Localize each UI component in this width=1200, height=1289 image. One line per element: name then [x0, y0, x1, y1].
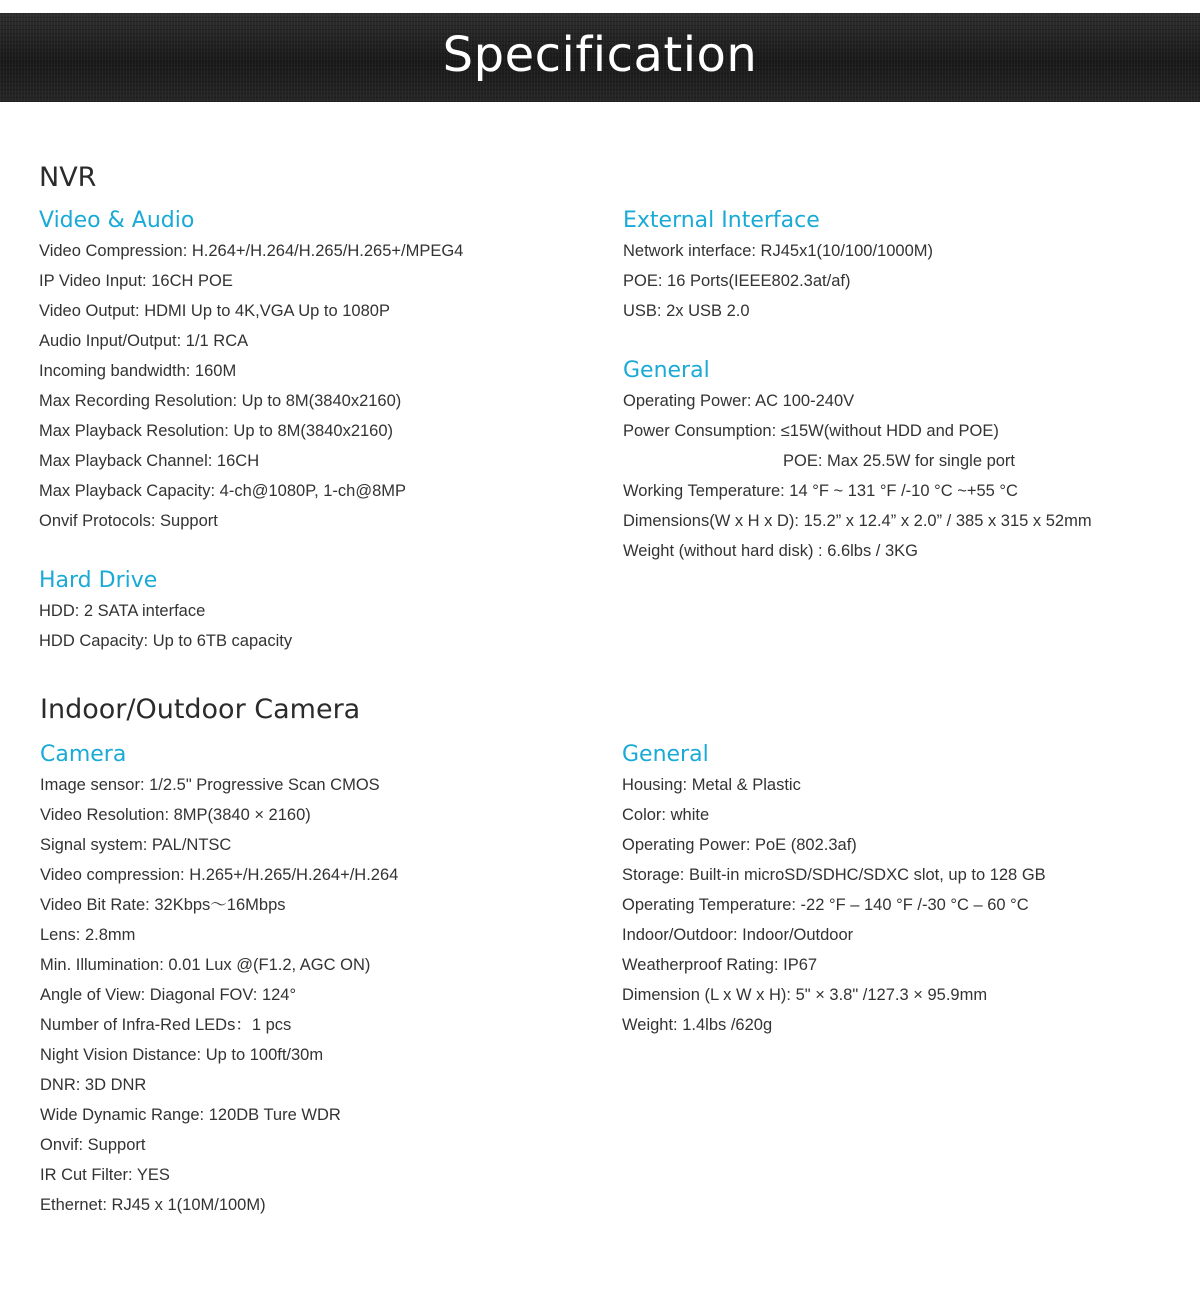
spec-line: Indoor/Outdoor: Indoor/Outdoor: [622, 926, 854, 944]
spec-line: Housing: Metal & Plastic: [622, 776, 801, 794]
spec-line: Storage: Built-in microSD/SDHC/SDXC slot, up to 128 GB: [622, 866, 1046, 884]
nvr-left-column: [39, 206, 609, 656]
spec-line: Dimension (L x W x H): 5" × 3.8" /127.3 × 95.9mm: [622, 986, 988, 1004]
camera-section-title: Indoor/Outdoor Camera: [40, 694, 361, 725]
banner-title: Specification: [442, 27, 758, 83]
spec-line: POE: Max 25.5W for single port: [783, 452, 1016, 470]
spec-line: Weight: 1.4lbs /620g: [622, 1016, 773, 1034]
spec-line: Max Recording Resolution: Up to 8M(3840x2160): [39, 392, 402, 410]
nvr-general-list: [623, 386, 1193, 566]
spec-line: Angle of View: Diagonal FOV: 124°: [40, 986, 297, 1004]
spec-line: Lens: 2.8mm: [40, 926, 136, 944]
spec-line: Ethernet: RJ45 x 1(10M/100M): [40, 1196, 266, 1214]
nvr-right-column: [623, 206, 1193, 566]
spec-line: IP Video Input: 16CH POE: [39, 272, 233, 290]
spec-line: Signal system: PAL/NTSC: [40, 836, 232, 854]
spec-line: Onvif Protocols: Support: [39, 512, 218, 530]
spec-line: Number of Infra-Red LEDs：1 pcs: [40, 1016, 292, 1034]
spec-line: Night Vision Distance: Up to 100ft/30m: [40, 1046, 324, 1064]
spec-line: Incoming bandwidth: 160M: [39, 362, 237, 380]
spec-line: HDD Capacity: Up to 6TB capacity: [39, 632, 293, 650]
spec-line: Audio Input/Output: 1/1 RCA: [39, 332, 249, 350]
spec-line: Video Compression: H.264+/H.264/H.265/H.265+/MPEG4: [39, 242, 464, 260]
spec-line: Max Playback Capacity: 4-ch@1080P, 1-ch@8MP: [39, 482, 407, 500]
spec-line: Wide Dynamic Range: 120DB Ture WDR: [40, 1106, 341, 1124]
camera-left-column: [40, 740, 610, 1220]
spec-line: Max Playback Resolution: Up to 8M(3840x2160): [39, 422, 394, 440]
external-interface-list: [623, 236, 1193, 326]
spec-line: Weatherproof Rating: IP67: [622, 956, 818, 974]
spec-line: IR Cut Filter: YES: [40, 1166, 170, 1184]
spacer: [39, 536, 609, 566]
spec-line: Power Consumption: ≤15W(without HDD and POE): [623, 422, 999, 440]
spec-line: Video Output: HDMI Up to 4K,VGA Up to 1080P: [39, 302, 390, 320]
hard-drive-list: [39, 596, 609, 656]
hard-drive-title: Hard Drive: [39, 568, 158, 593]
nvr-general-title: General: [623, 358, 710, 383]
spec-line: Image sensor: 1/2.5" Progressive Scan CMOS: [40, 776, 380, 794]
spec-banner: [0, 13, 1200, 102]
spec-line: HDD: 2 SATA interface: [39, 602, 206, 620]
spec-line: Color: white: [622, 806, 710, 824]
nvr-section-title: NVR: [39, 162, 97, 193]
spec-line: Operating Power: AC 100-240V: [623, 392, 855, 410]
spec-line: Max Playback Channel: 16CH: [39, 452, 260, 470]
spec-line: Min. Illumination: 0.01 Lux @(F1.2, AGC ON): [40, 956, 371, 974]
spec-line: DNR: 3D DNR: [40, 1076, 147, 1094]
video-audio-list: [39, 236, 609, 536]
camera-general-list: [622, 770, 1192, 1040]
spec-line: Onvif: Support: [40, 1136, 146, 1154]
spec-line: Operating Power: PoE (802.3af): [622, 836, 857, 854]
spec-line: Operating Temperature: -22 °F – 140 °F /-30 °C – 60 °C: [622, 896, 1029, 914]
spec-line: Working Temperature: 14 °F ~ 131 °F /-10 °C ~+55 °C: [623, 482, 1018, 500]
camera-right-column: [622, 740, 1192, 1040]
camera-group-title: Camera: [40, 742, 127, 767]
spec-line: USB: 2x USB 2.0: [623, 302, 750, 320]
spec-line: POE: 16 Ports(IEEE802.3at/af): [623, 272, 851, 290]
spec-line: Dimensions(W x H x D): 15.2” x 12.4” x 2.0” / 385 x 315 x 52mm: [623, 512, 1092, 530]
spec-line: Network interface: RJ45x1(10/100/1000M): [623, 242, 933, 260]
camera-general-title: General: [622, 742, 709, 767]
spec-line: Video Bit Rate: 32Kbps～16Mbps: [40, 896, 286, 914]
camera-spec-list: [40, 770, 610, 1220]
spec-line: Weight (without hard disk) : 6.6lbs / 3KG: [623, 542, 918, 560]
spec-line: Video Resolution: 8MP(3840 × 2160): [40, 806, 311, 824]
spacer: [623, 326, 1193, 356]
video-audio-title: Video & Audio: [39, 208, 195, 233]
external-interface-title: External Interface: [623, 208, 820, 233]
spec-line: Video compression: H.265+/H.265/H.264+/H.264: [40, 866, 399, 884]
